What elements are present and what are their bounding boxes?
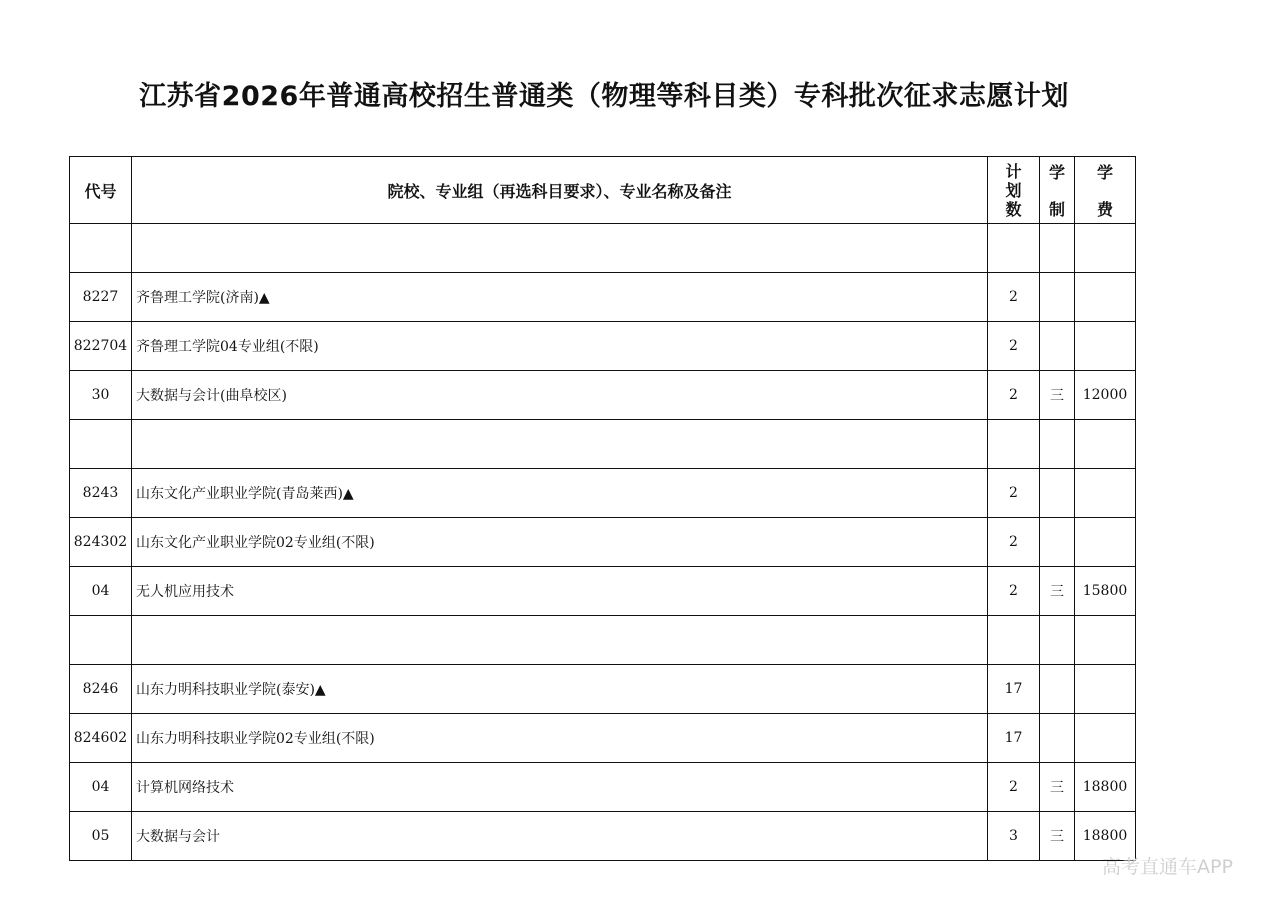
- table-row: [70, 273, 1136, 322]
- cell-fee: [1075, 616, 1136, 665]
- table-row: [70, 616, 1136, 665]
- cell-system: [1040, 518, 1075, 567]
- header-plan: 计 划 数: [988, 157, 1040, 224]
- cell-code: 824602: [70, 714, 132, 763]
- cell-system: [1040, 420, 1075, 469]
- header-system: 学 制: [1040, 157, 1075, 224]
- cell-name: 大数据与会计: [132, 812, 988, 861]
- cell-system: [1040, 665, 1075, 714]
- cell-code: 822704: [70, 322, 132, 371]
- cell-fee: [1075, 273, 1136, 322]
- cell-fee: 18800: [1075, 763, 1136, 812]
- enrollment-plan-table: [69, 156, 1136, 861]
- cell-name: [132, 420, 988, 469]
- cell-code: [70, 616, 132, 665]
- cell-fee: [1075, 469, 1136, 518]
- cell-fee: [1075, 518, 1136, 567]
- table-row: [70, 567, 1136, 616]
- cell-plan: 3: [988, 812, 1040, 861]
- cell-code: 8227: [70, 273, 132, 322]
- cell-fee: [1075, 714, 1136, 763]
- cell-plan: 2: [988, 322, 1040, 371]
- cell-name: 山东文化产业职业学院02专业组(不限): [132, 518, 988, 567]
- cell-fee: 18800: [1075, 812, 1136, 861]
- table-header-row: [70, 157, 1136, 224]
- cell-plan: 2: [988, 273, 1040, 322]
- cell-plan: [988, 616, 1040, 665]
- cell-name: 齐鲁理工学院(济南)▲: [132, 273, 988, 322]
- cell-code: 8246: [70, 665, 132, 714]
- header-fee: 学 费: [1075, 157, 1136, 224]
- cell-fee: 12000: [1075, 371, 1136, 420]
- cell-system: [1040, 224, 1075, 273]
- header-code: 代号: [70, 157, 132, 224]
- header-name: 院校、专业组（再选科目要求）、专业名称及备注: [132, 157, 988, 224]
- cell-name: 山东力明科技职业学院(泰安)▲: [132, 665, 988, 714]
- cell-name: 计算机网络技术: [132, 763, 988, 812]
- cell-name: 山东力明科技职业学院02专业组(不限): [132, 714, 988, 763]
- cell-fee: [1075, 322, 1136, 371]
- cell-name: [132, 224, 988, 273]
- cell-system: 三: [1040, 812, 1075, 861]
- table-row: [70, 518, 1136, 567]
- cell-name: 大数据与会计(曲阜校区): [132, 371, 988, 420]
- cell-plan: 17: [988, 714, 1040, 763]
- cell-code: 824302: [70, 518, 132, 567]
- cell-code: 05: [70, 812, 132, 861]
- cell-plan: 2: [988, 371, 1040, 420]
- cell-name: 无人机应用技术: [132, 567, 988, 616]
- cell-plan: 2: [988, 518, 1040, 567]
- cell-system: 三: [1040, 371, 1075, 420]
- cell-plan: 2: [988, 763, 1040, 812]
- cell-plan: 2: [988, 567, 1040, 616]
- cell-fee: [1075, 420, 1136, 469]
- cell-plan: 17: [988, 665, 1040, 714]
- cell-name: [132, 616, 988, 665]
- cell-name: 山东文化产业职业学院(青岛莱西)▲: [132, 469, 988, 518]
- table-row: [70, 763, 1136, 812]
- table-row: [70, 322, 1136, 371]
- cell-code: 04: [70, 763, 132, 812]
- cell-system: [1040, 322, 1075, 371]
- table-row: [70, 224, 1136, 273]
- cell-fee: [1075, 224, 1136, 273]
- watermark: 高考直通车APP: [1102, 856, 1233, 878]
- cell-code: 8243: [70, 469, 132, 518]
- page-title: 江苏省2026年普通高校招生普通类（物理等科目类）专科批次征求志愿计划: [139, 81, 1069, 112]
- cell-plan: [988, 224, 1040, 273]
- table-row: [70, 469, 1136, 518]
- cell-fee: 15800: [1075, 567, 1136, 616]
- cell-system: [1040, 273, 1075, 322]
- table-row: [70, 812, 1136, 861]
- cell-fee: [1075, 665, 1136, 714]
- cell-system: [1040, 714, 1075, 763]
- cell-system: 三: [1040, 567, 1075, 616]
- cell-code: 04: [70, 567, 132, 616]
- cell-name: 齐鲁理工学院04专业组(不限): [132, 322, 988, 371]
- table-row: [70, 665, 1136, 714]
- cell-plan: [988, 420, 1040, 469]
- cell-code: [70, 224, 132, 273]
- cell-system: 三: [1040, 763, 1075, 812]
- cell-code: 30: [70, 371, 132, 420]
- table-row: [70, 420, 1136, 469]
- cell-system: [1040, 616, 1075, 665]
- cell-code: [70, 420, 132, 469]
- cell-system: [1040, 469, 1075, 518]
- table-row: [70, 371, 1136, 420]
- cell-plan: 2: [988, 469, 1040, 518]
- table-row: [70, 714, 1136, 763]
